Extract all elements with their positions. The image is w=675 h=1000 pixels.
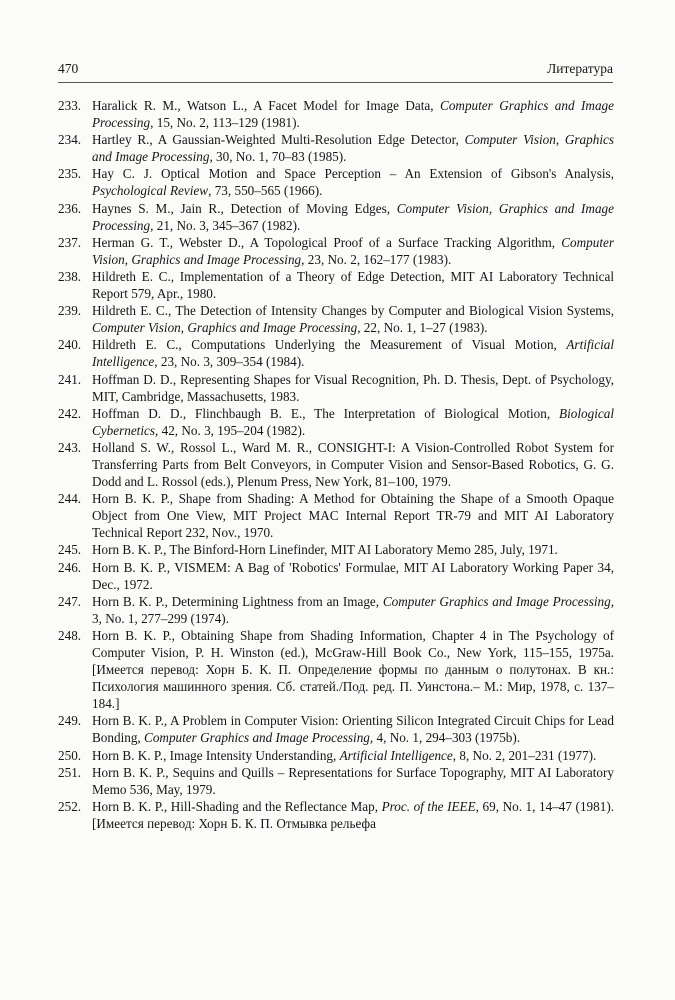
page-header	[58, 59, 613, 79]
reference-entry	[58, 234, 614, 268]
reference-text-segment: , 23, No. 3, 309–354 (1984).	[154, 354, 305, 370]
reference-text	[92, 712, 614, 746]
reference-text-segment: Holland S. W., Rossol L., Ward M. R., CONSIGHT-I: A Vision-Controlled Robot System for Transferring Parts from Belt Conveyors, in Computer Vision and Sensor-Based Robotics, G. G. Dodd and L. Rossol (eds.), Plenum Press, New York, 81–100, 1979.	[92, 439, 614, 490]
reference-source-title: Computer Vision, Graphics and Image Processing	[92, 320, 358, 336]
reference-number: 243.	[58, 439, 82, 455]
reference-source-title: Computer Vision, Graphics and Image Processing	[92, 132, 614, 165]
reference-text-segment: , 21, No. 3, 345–367 (1982).	[150, 217, 301, 233]
reference-list	[58, 97, 614, 832]
running-title: Литература	[547, 61, 613, 76]
reference-number: 234.	[58, 132, 82, 148]
reference-text	[92, 268, 614, 302]
reference-text	[92, 559, 614, 593]
reference-text-segment: , 73, 550–565 (1966).	[208, 183, 323, 199]
reference-text-segment: Horn B. K. P., Shape from Shading: A Method for Obtaining the Shape of a Smooth Opaque Object from One View, MIT Project MAC Internal Report TR-79 and MIT AI Laboratory Technical Report 232, Nov., 1970.	[92, 491, 614, 541]
reference-text-segment: , 22, No. 1, 1–27 (1983).	[357, 320, 488, 336]
reference-text	[92, 131, 614, 165]
reference-text-segment: , 8, No. 2, 201–231 (1977).	[452, 747, 597, 763]
reference-number: 244.	[58, 491, 82, 507]
reference-number: 247.	[58, 593, 82, 609]
reference-source-title: Computer Graphics and Image Processing	[144, 730, 370, 746]
reference-text	[92, 798, 614, 832]
reference-text-segment: Hoffman D. D., Flinchbaugh B. E., The Interpretation of Biological Motion,	[92, 405, 560, 421]
reference-text	[92, 541, 614, 558]
reference-text	[92, 764, 614, 798]
reference-number: 236.	[58, 200, 82, 216]
reference-text	[92, 593, 614, 627]
reference-text	[92, 336, 614, 370]
reference-text	[92, 405, 614, 439]
reference-text-segment: Hildreth E. C., Implementation of a Theory of Edge Detection, MIT AI Laboratory Technical Report 579, Apr., 1980.	[92, 268, 614, 302]
reference-text-segment: Horn B. K. P., Obtaining Shape from Shading Information, Chapter 4 in The Psychology of Computer Vision, P. H. Winston (ed.), McGraw-Hill Book Co., New York, 115–155, 1975a. [Имеется перевод: Хорн Б. К. П. Определение формы по данным о полутонах. В кн.: Психология машинного зрения. Сб. статей./Под. ред. П. Уинстона.– М.: Мир, 1978, с. 137–184.]	[92, 627, 614, 712]
reference-text-segment: , 23, No. 2, 162–177 (1983).	[301, 251, 452, 267]
reference-entry	[58, 131, 614, 165]
reference-number: 239.	[58, 303, 82, 319]
reference-number: 242.	[58, 405, 82, 421]
reference-source-title: Computer Vision, Graphics and Image Processing	[92, 234, 614, 267]
reference-text-segment: Horn B. K. P., VISMEM: A Bag of 'Robotics' Formulae, MIT AI Laboratory Working Paper 34, Dec., 1972.	[92, 559, 614, 592]
reference-entry	[58, 593, 614, 627]
reference-number: 248.	[58, 627, 82, 643]
reference-text	[92, 439, 614, 490]
reference-text	[92, 490, 614, 541]
reference-number: 251.	[58, 764, 82, 780]
reference-source-title: Computer Graphics and Image Processing	[382, 593, 611, 609]
reference-text-segment: Horn B. K. P., The Binford-Horn Linefinder, MIT AI Laboratory Memo 285, July, 1971.	[92, 542, 558, 558]
reference-entry	[58, 490, 614, 541]
reference-text-segment: Hay C. J. Optical Motion and Space Perception – An Extension of Gibson's Analysis,	[92, 166, 614, 182]
reference-text-segment: Hildreth E. C., The Detection of Intensity Changes by Computer and Biological Vision Systems,	[92, 303, 614, 319]
reference-text	[92, 200, 614, 234]
reference-text-segment: Horn B. K. P., Hill-Shading and the Reflectance Map,	[92, 798, 382, 814]
reference-entry	[58, 405, 614, 439]
reference-text	[92, 165, 614, 199]
reference-text	[92, 97, 614, 131]
reference-number: 237.	[58, 234, 82, 250]
reference-text-segment: Horn B. K. P., Determining Lightness from an Image,	[92, 593, 383, 609]
reference-number: 233.	[58, 98, 82, 113]
reference-entry	[58, 439, 614, 490]
reference-text-segment: Hoffman D. D., Representing Shapes for Visual Recognition, Ph. D. Thesis, Dept. of Psychology, MIT, Cambridge, Massachusetts, 1983.	[92, 371, 614, 404]
reference-entry	[58, 541, 614, 558]
reference-text-segment: , 30, No. 1, 70–83 (1985).	[209, 149, 347, 165]
reference-text-segment: Haynes S. M., Jain R., Detection of Moving Edges,	[92, 200, 397, 216]
reference-number: 252.	[58, 798, 82, 814]
reference-source-title: Computer Vision, Graphics and Image Processing	[92, 200, 614, 233]
reference-entry	[58, 302, 614, 336]
reference-source-title: Computer Graphics and Image Processing	[92, 98, 614, 131]
header-rule	[58, 82, 613, 83]
reference-text	[92, 627, 614, 712]
reference-text-segment: Hildreth E. C., Computations Underlying the Measurement of Visual Motion,	[92, 337, 567, 353]
reference-text-segment: , 4, No. 1, 294–303 (1975b).	[369, 730, 521, 746]
reference-text-segment: , 42, No. 3, 195–204 (1982).	[155, 422, 306, 438]
reference-number: 250.	[58, 747, 82, 763]
reference-entry	[58, 165, 614, 199]
reference-text-segment: Horn B. K. P., A Problem in Computer Vision: Orienting Silicon Integrated Circuit Chips for Lead Bonding,	[92, 713, 614, 746]
reference-text-segment: Hartley R., A Gaussian-Weighted Multi-Resolution Edge Detector,	[92, 132, 465, 148]
reference-source-title: Psychological Review	[92, 183, 209, 199]
reference-text-segment: , 69, No. 1, 14–47 (1981). [Имеется перевод: Хорн Б. К. П. Отмывка рельефа	[92, 798, 615, 831]
reference-source-title: Artificial Intelligence	[92, 337, 614, 370]
reference-number: 245.	[58, 542, 82, 558]
reference-text-segment: , 3, No. 1, 277–299 (1974).	[92, 593, 615, 626]
reference-number: 235.	[58, 166, 82, 182]
reference-text-segment: Horn B. K. P., Sequins and Quills – Representations for Surface Topography, MIT AI Laboratory Memo 536, May, 1979.	[92, 764, 614, 797]
reference-number: 246.	[58, 559, 82, 575]
reference-text	[92, 302, 614, 336]
reference-text-segment: Haralick R. M., Watson L., A Facet Model for Image Data,	[92, 98, 441, 113]
reference-text-segment: Herman G. T., Webster D., A Topological Proof of a Surface Tracking Algorithm,	[92, 234, 562, 250]
reference-text-segment: Horn B. K. P., Image Intensity Understanding,	[92, 747, 340, 763]
reference-entry	[58, 200, 614, 234]
reference-source-title: Artificial Intelligence	[339, 747, 453, 763]
reference-entry	[58, 97, 614, 131]
reference-entry	[58, 268, 614, 302]
reference-entry	[58, 371, 614, 405]
reference-entry	[58, 747, 614, 764]
reference-entry	[58, 712, 614, 746]
reference-number: 238.	[58, 268, 82, 284]
reference-entry	[58, 798, 614, 832]
reference-number: 249.	[58, 713, 82, 729]
reference-text	[92, 747, 614, 764]
reference-entry	[58, 559, 614, 593]
reference-source-title: Biological Cybernetics	[92, 405, 614, 438]
reference-text	[92, 234, 614, 268]
reference-entry	[58, 627, 614, 712]
reference-entry	[58, 764, 614, 798]
page-number: 470	[58, 61, 79, 76]
reference-text	[92, 371, 614, 405]
reference-number: 240.	[58, 337, 82, 353]
reference-entry	[58, 336, 614, 370]
reference-number: 241.	[58, 371, 82, 387]
reference-source-title: Proc. of the IEEE	[381, 798, 476, 814]
reference-text-segment: , 15, No. 2, 113–129 (1981).	[150, 115, 300, 131]
